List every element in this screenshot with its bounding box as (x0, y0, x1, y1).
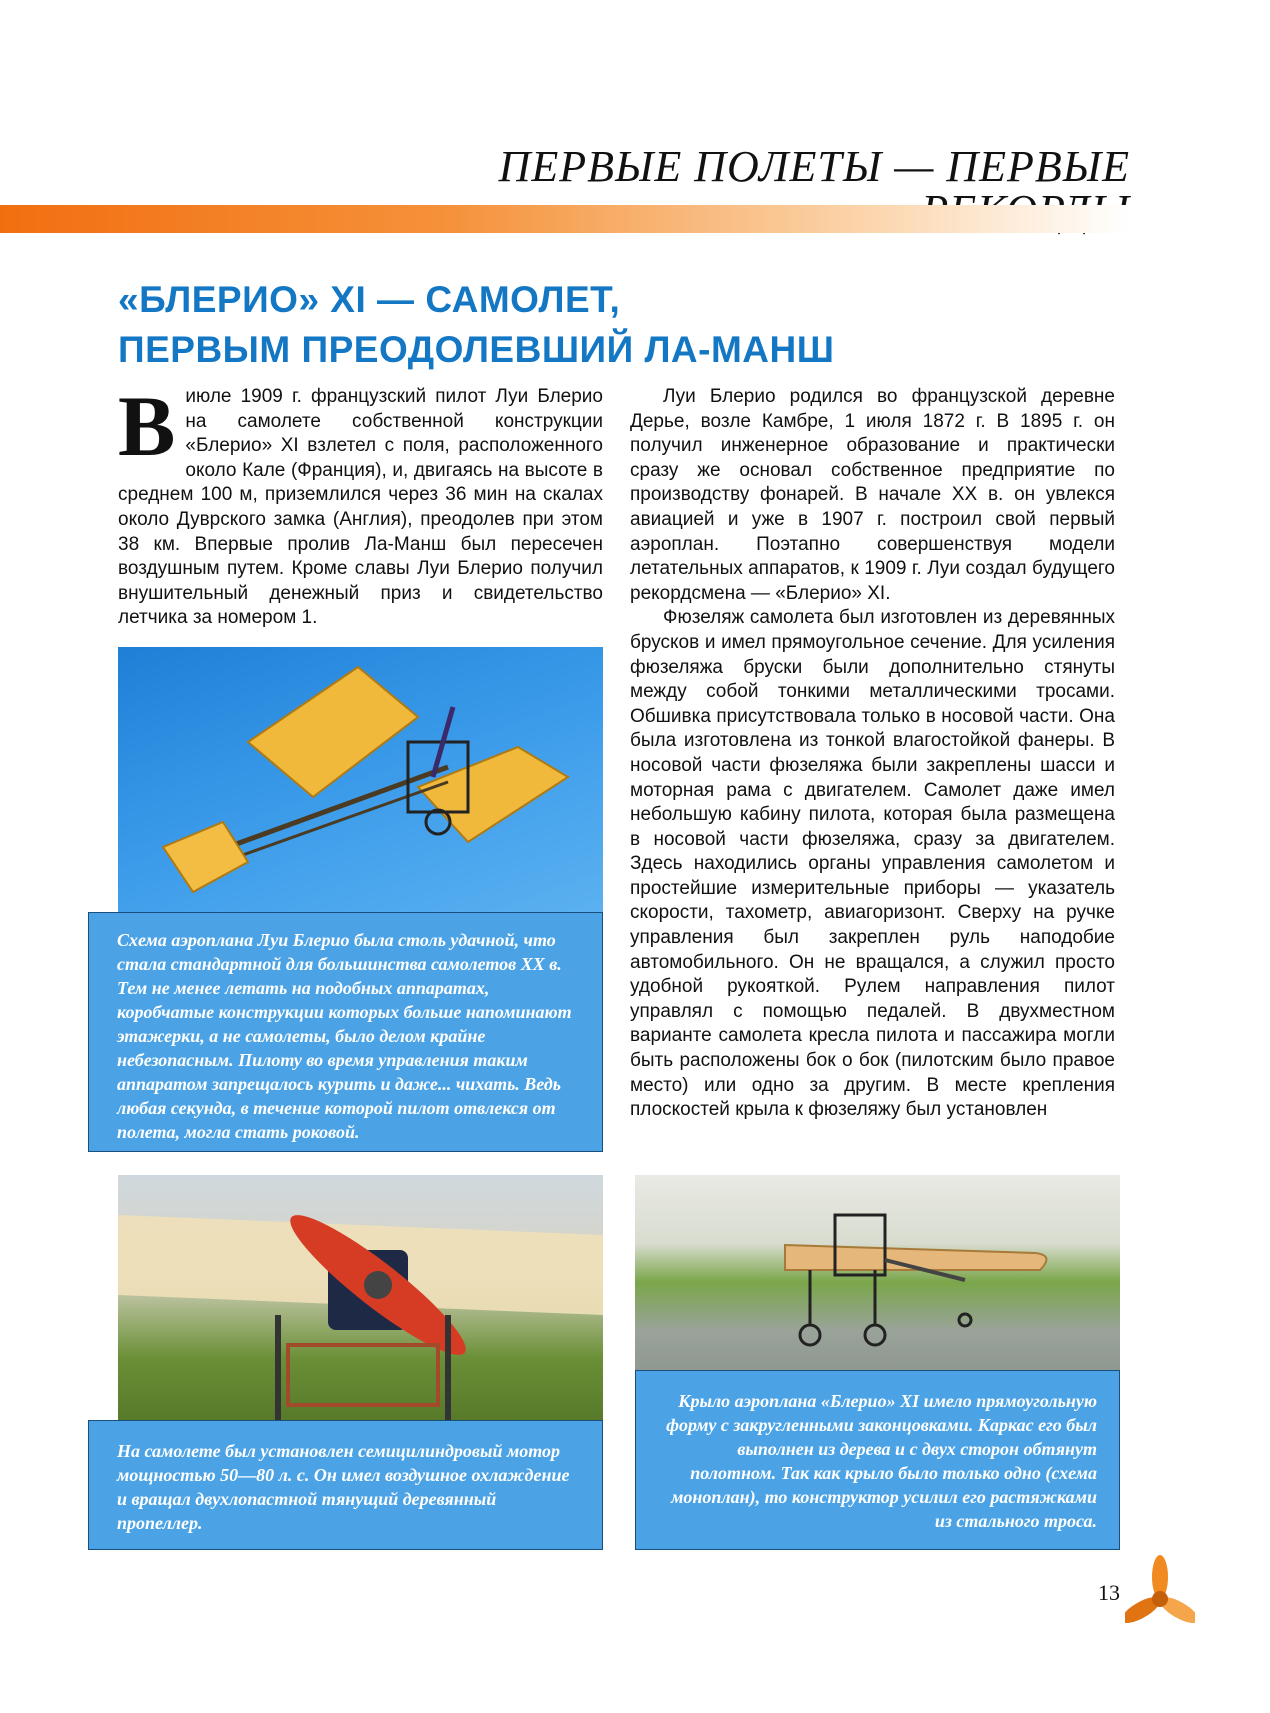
fuselage-paragraph: Фюзеляж самолета был изготовлен из деревянных брусков и имел прямоугольное сечение. Для усиления фюзеляжа бруски были дополнительно стянуты между собой тонкими металлическими тросами. Обшивка присутствовала только в носовой части. Она была изготовлена из тонкой влагостойкой фанеры. В носовой части фюзеляжа были закреплены шасси и моторная рама с двигателем. Самолет даже имел небольшую кабину пилота, которая была размещена в носовой части фюзеляжа, сразу за двигателем. Здесь находились органы управления самолетом и простейшие измерительные приборы — указатель скорости, тахометр, авиагоризонт. Сверху на ручке управления был закреплен руль наподобие автомобильного. Он не вращался, а служил просто удобной рукояткой. Рулем направления пилот управлял с помощью педалей. В двухместном варианте самолета кресла пилота и пассажира могли быть расположены бок о бок (пилотским было правое место) или одно за другим. В месте крепления плоскостей крыла к фюзеляжу был установлен (630, 607, 1115, 1121)
caption-3-text: Крыло аэроплана «Блерио» XI имело прямоугольную форму с закругленными законцовками. Каркас его был выполнен из дерева и с двух сторон обтянут полотном. Так как крыло было только одно (схема моноплан), то конструктор усилил его растяжками из стального троса. (666, 1391, 1097, 1531)
page-number: 13 (1098, 1580, 1120, 1605)
caption-box-1 (88, 912, 603, 1152)
article-title-line1: «БЛЕРИО» XI — САМОЛЕТ, (118, 279, 621, 320)
drop-cap: В (118, 378, 176, 474)
plane-on-ground-illustration (635, 1175, 1120, 1370)
intro-paragraph-text: июле 1909 г. французский пилот Луи Блерио на самолете собственной конструкции «Блерио» XI взлетел с поля, расположенного около Кале (Франция), и, двигаясь на высоте в среднем 100 м, приземлился через 36 мин на скалах около Дуврского замка (Англия), преодолев при этом 38 км. Впервые пролив Ла-Манш был пересечен воздушным путем. Кроме славы Луи Блерио получил внушительный денежный приз и свидетельство летчика за номером 1. (118, 386, 603, 629)
intro-paragraph (118, 378, 603, 631)
left-column-text (118, 378, 603, 631)
caption-2-text: На самолете был установлен семицилиндровый мотор мощностью 50—80 л. с. Он имел воздушное охлаждение и вращал двухлопастной тянущий деревянный пропеллер. (117, 1441, 570, 1533)
photo-propeller-engine (118, 1175, 603, 1420)
article-title (118, 275, 1018, 375)
caption-1-text: Схема аэроплана Луи Блерио была столь удачной, что стала стандартной для большинства самолетов XX в. Тем не менее летать на подобных аппаратах, коробчатые конструкции которых больше напоминают этажерки, а не самолеты, было делом крайне небезопасным. Пилоту во время управления таким аппаратом запрещалось курить и даже... чихать. Ведь любая секунда, в течение которой пилот отвлекся от полета, могла стать роковой. (117, 930, 572, 1142)
caption-box-3 (635, 1370, 1120, 1550)
propeller-engine-illustration (118, 1175, 603, 1420)
photo-plane-on-ground (635, 1175, 1120, 1370)
caption-box-2 (88, 1420, 603, 1550)
article-title-line2: ПЕРВЫМ ПРЕОДОЛЕВШИЙ ЛА-МАНШ (118, 329, 835, 370)
right-column-text (630, 385, 1115, 1123)
orange-header-bar (0, 205, 1130, 233)
plane-in-flight-illustration (118, 647, 603, 912)
biography-paragraph: Луи Блерио родился во французской деревне Дерье, возле Камбре, 1 июля 1872 г. В 1895 г. он получил инженерное образование и практически сразу же основал собственное предприятие по производству фонарей. В начале XX в. он увлекся авиацией и уже в 1907 г. построил свой первый аэроплан. Поэтапно совершенствуя модели летательных аппаратов, к 1909 г. Луи создал будущего рекордсмена — «Блерио» XI. (630, 386, 1115, 604)
photo-plane-in-flight (118, 647, 603, 912)
section-title: ПЕРВЫЕ ПОЛЕТЫ — ПЕРВЫЕ (498, 142, 1130, 191)
propeller-icon (1125, 1555, 1195, 1640)
